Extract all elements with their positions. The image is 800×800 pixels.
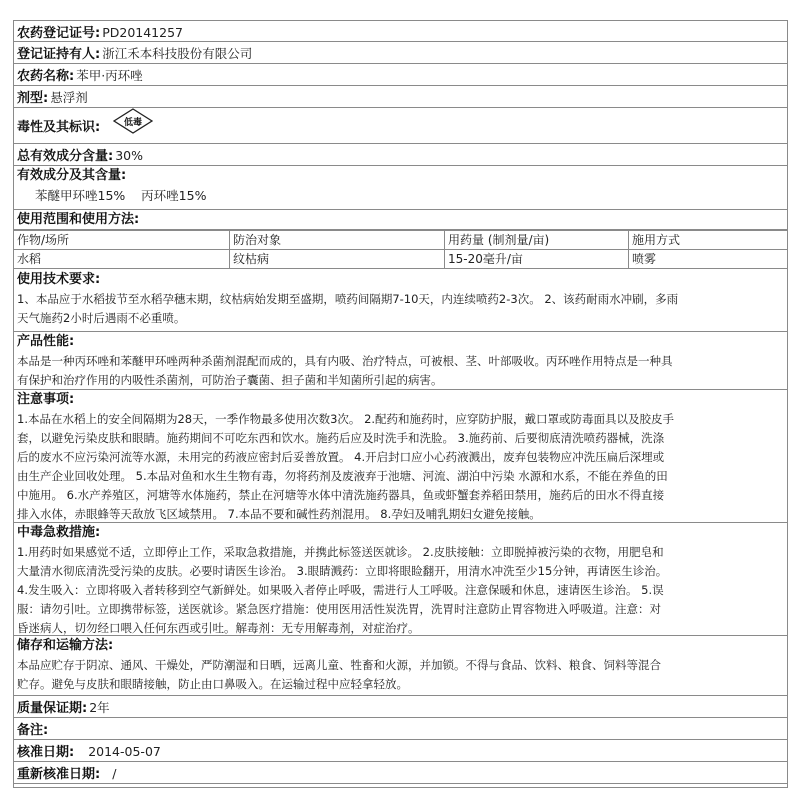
notes-title: 注意事项: xyxy=(17,392,75,407)
name-value: 苯甲·丙环唑 xyxy=(76,68,143,83)
name-label: 农药名称: xyxy=(17,69,75,84)
notes-body xyxy=(13,410,788,523)
usage-table-header xyxy=(14,231,788,250)
usage-cell: 水稻 xyxy=(14,250,230,269)
usage-header-cell: 用药量 (制剂量/亩) xyxy=(445,231,629,250)
low-toxicity-diamond-icon xyxy=(113,108,153,144)
first-aid-title: 中毒急救措施: xyxy=(17,525,101,540)
warranty-value: 2年 xyxy=(89,700,110,715)
name-row xyxy=(13,64,788,86)
notes-line: 由生产企业回收处理。 5.本品对鱼和水生生物有毒，勿将药剂及废液弃于池塘、河流、湖泊中污染 水源和水系，不能在养鱼的田 xyxy=(17,469,668,483)
total-content-value: 30% xyxy=(115,148,143,163)
usage-cell: 纹枯病 xyxy=(230,250,445,269)
total-content-label: 总有效成分含量: xyxy=(17,149,114,164)
approval-date-label: 核准日期: xyxy=(17,745,75,760)
holder-label: 登记证持有人: xyxy=(17,47,101,62)
perf-line: 有保护和治疗作用的内吸性杀菌剂，可防治子囊菌、担子菌和半知菌所引起的病害。 xyxy=(17,373,443,387)
perf-section xyxy=(13,332,788,390)
notes-line: 套，以避免污染皮肤和眼睛。施药期间不可吃东西和饮水。施药后应及时洗手和洗脸。 3.施药前、后要彻底清洗喷药器械，洗涤 xyxy=(17,431,665,445)
total-content-row xyxy=(13,144,788,166)
formulation-label: 剂型: xyxy=(17,91,49,106)
reg-no-row xyxy=(13,20,788,42)
storage-title: 储存和运输方法: xyxy=(17,638,114,653)
toxicity-label: 毒性及其标识: xyxy=(17,120,101,135)
tech-section xyxy=(13,270,788,332)
storage-body xyxy=(13,656,788,694)
notes-line: 中施用。 6.水产养殖区，河塘等水体施药，禁止在河塘等水体中清洗施药器具，鱼或虾蟹套养稻田禁用，施药后的田水不得直接 xyxy=(17,488,665,502)
usage-cell: 喷雾 xyxy=(629,250,788,269)
formulation-value: 悬浮剂 xyxy=(50,90,88,105)
tech-line: 天气施药2小时后遇雨不必重喷。 xyxy=(17,311,186,325)
ingredients-row xyxy=(13,166,788,210)
notes-line: 排入水体，赤眼蜂等天敌放飞区域禁用。 7.本品不要和碱性药剂混用。 8.孕妇及哺乳期妇女避免接触。 xyxy=(17,507,541,521)
first-aid-line: 4.发生吸入：立即将吸入者转移到空气新鲜处。如果吸入者停止呼吸，需进行人工呼吸。注意保暖和休息，速请医生诊治。 5.误 xyxy=(17,583,664,597)
storage-line: 本品应贮存于阴凉、通风、干燥处，严防潮湿和日晒，远离儿童、牲畜和火源，并加锁。不得与食品、饮料、粮食、饲料等混合 xyxy=(17,658,661,672)
first-aid-section xyxy=(13,523,788,636)
first-aid-line: 1.用药时如果感觉不适，立即停止工作，采取急救措施，并携此标签送医就诊。 2.皮肤接触：立即脱掉被污染的衣物，用肥皂和 xyxy=(17,545,664,559)
tech-line: 1、本品应于水稻拔节至水稻孕穗末期，纹枯病始发期至盛期，喷药间隔期7-10天，内连续喷药2-3次。 2、该药耐雨水冲刷，多雨 xyxy=(17,292,679,306)
first-aid-body xyxy=(13,543,788,636)
toxicity-row xyxy=(13,108,788,144)
reg-no-value: PD20141257 xyxy=(102,25,183,40)
tech-title: 使用技术要求: xyxy=(17,272,101,287)
notes-line: 后的废水不应污染河流等水源，未用完的药液应密封后妥善放置。 4.开启封口应小心药液溅出，废弃包装物应冲洗压扁后深埋或 xyxy=(17,450,665,464)
remarks-label: 备注: xyxy=(17,723,49,738)
tech-body xyxy=(13,290,788,328)
perf-title: 产品性能: xyxy=(17,334,75,349)
usage-header-cell: 作物/场所 xyxy=(14,231,230,250)
usage-title: 使用范围和使用方法: xyxy=(13,210,788,230)
table-row xyxy=(14,250,788,269)
perf-body xyxy=(13,352,788,390)
storage-section xyxy=(13,636,788,696)
approval-date-value: 2014-05-07 xyxy=(88,744,161,759)
reapproval-date-row xyxy=(13,762,788,784)
notes-line: 1.本品在水稻上的安全间隔期为28天，一季作物最多使用次数3次。 2.配药和施药时，应穿防护服，戴口罩或防毒面具以及胶皮手 xyxy=(17,412,675,426)
holder-row xyxy=(13,42,788,64)
warranty-label: 质量保证期: xyxy=(17,701,88,716)
approval-date-row xyxy=(13,740,788,762)
holder-value: 浙江禾本科技股份有限公司 xyxy=(102,46,253,61)
reapproval-date-label: 重新核准日期: xyxy=(17,767,101,782)
reg-no-label: 农药登记证号: xyxy=(17,26,101,41)
remarks-row xyxy=(13,718,788,740)
perf-line: 本品是一种丙环唑和苯醚甲环唑两种杀菌剂混配而成的，具有内吸、治疗特点，可被根、茎、叶部吸收。丙环唑作用特点是一种具 xyxy=(17,354,673,368)
first-aid-line: 昏迷病人，切勿经口喂入任何东西或引吐。解毒剂：无专用解毒剂，对症治疗。 xyxy=(17,621,420,635)
reapproval-date-value: / xyxy=(112,766,117,781)
toxicity-badge-text: 低毒 xyxy=(124,118,143,128)
first-aid-line: 大量清水彻底清洗受污染的皮肤。必要时请医生诊治。 3.眼睛溅药：立即将眼睑翻开，用清水冲洗至少15分钟，再请医生诊治。 xyxy=(17,564,668,578)
storage-line: 贮存。避免与皮肤和眼睛接触，防止由口鼻吸入。在运输过程中应轻拿轻放。 xyxy=(17,677,408,691)
usage-cell: 15-20毫升/亩 xyxy=(445,250,629,269)
first-aid-line: 服：请勿引吐。立即携带标签，送医就诊。紧急医疗措施：使用医用活性炭洗胃，洗胃时注意防止胃容物进入呼吸道。注意：对 xyxy=(17,602,661,616)
ingredients-value: 苯醚甲环唑15% 丙环唑15% xyxy=(35,188,207,203)
usage-header-cell: 防治对象 xyxy=(230,231,445,250)
ingredients-label: 有效成分及其含量: xyxy=(17,168,127,183)
usage-header-cell: 施用方式 xyxy=(629,231,788,250)
formulation-row xyxy=(13,86,788,108)
usage-table xyxy=(13,230,788,269)
notes-section xyxy=(13,390,788,523)
warranty-row xyxy=(13,696,788,718)
